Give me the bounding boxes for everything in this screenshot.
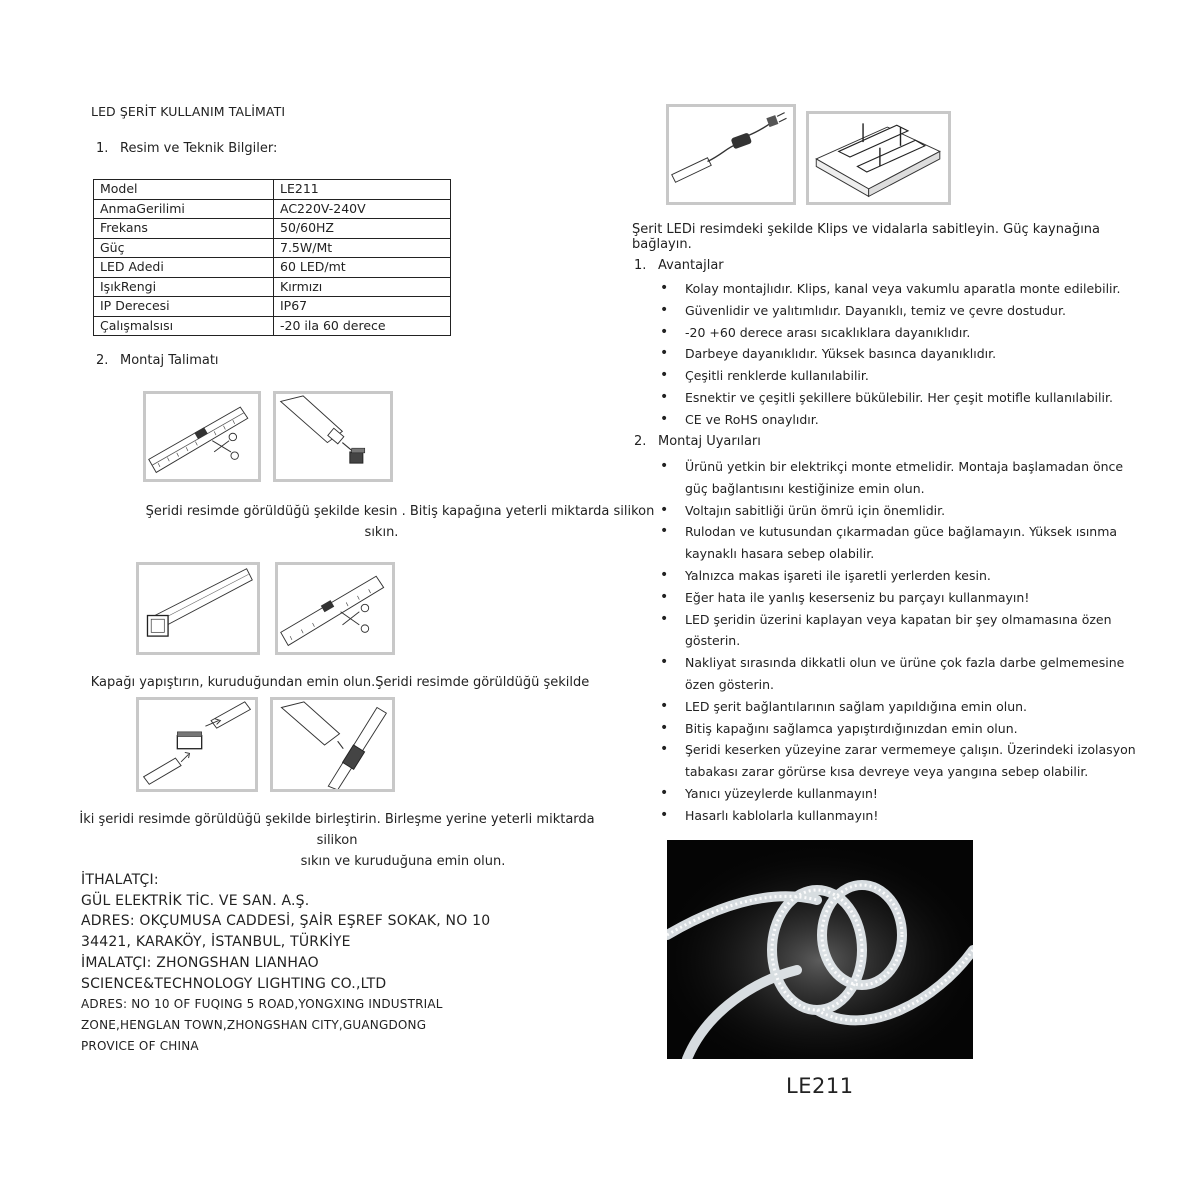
advantages-list [660, 278, 1140, 431]
list-item: • Yanıcı yüzeylerde kullanmayın! [660, 783, 1140, 805]
list-item: • Bitiş kapağını sağlamca yapıştırdığınızdan emin olun. [660, 718, 1140, 740]
figure-power-cord [666, 104, 796, 205]
list-item: • Çeşitli renklerde kullanılabilir. [660, 365, 1140, 387]
list-item: • LED şeridin üzerini kaplayan veya kapatan bir şey olmamasına özen gösterin. [660, 609, 1140, 653]
spec-row [94, 199, 451, 219]
spec-row [94, 180, 451, 200]
figure-connector [136, 697, 258, 792]
section-title: Montaj Uyarıları [658, 434, 761, 449]
spec-row [94, 219, 451, 239]
spec-label: Çalışmalsısı [94, 316, 274, 336]
right-caption: Şerit LEDi resimdeki şekilde Klips ve vidalarla sabitleyin. Güç kaynağına bağlayın. [632, 222, 1101, 252]
list-item: • Nakliyat sırasında dikkatli olun ve ürüne çok fazla darbe gelmemesine özen gösterin. [660, 652, 1140, 696]
section-number: 1. [634, 258, 647, 273]
caption-step2: Kapağı yapıştırın, kuruduğundan emin olun.Şeridi resimde görüldüğü şekilde [90, 675, 590, 690]
importer-line: İTHALATÇI: [81, 872, 159, 888]
list-item: • Voltajın sabitliği ürün ömrü için önemlidir. [660, 500, 1140, 522]
list-item: • Yalnızca makas işareti ile işaretli yerlerden kesin. [660, 565, 1140, 587]
importer-line: GÜL ELEKTRİK TİC. VE SAN. A.Ş. [81, 892, 310, 909]
warnings-list [660, 456, 1140, 827]
spec-label: AnmaGerilimi [94, 199, 274, 219]
section-title: Montaj Talimatı [120, 353, 219, 368]
list-item: • Esnektir ve çeşitli şekillere bükülebilir. Her çeşit motifle kullanılabilir. [660, 387, 1140, 409]
spec-row [94, 238, 451, 258]
spec-label: IP Derecesi [94, 297, 274, 317]
figure-end-cap [136, 562, 260, 655]
spec-value: IP67 [274, 297, 451, 317]
importer-line: ZONE,HENGLAN TOWN,ZHONGSHAN CITY,GUANGDONG [81, 1017, 427, 1032]
list-item: • CE ve RoHS onaylıdır. [660, 409, 1140, 431]
list-item: • Güvenlidir ve yalıtımlıdır. Dayanıklı, temiz ve çevre dostudur. [660, 300, 1140, 322]
spec-row [94, 297, 451, 317]
section-number: 2. [634, 434, 647, 449]
model-label: LE211 [786, 1074, 854, 1098]
spec-value: 7.5W/Mt [274, 238, 451, 258]
figure-cut-strip [143, 391, 261, 482]
section-heading-mounting [96, 353, 219, 368]
section-heading-technical [96, 141, 277, 156]
list-item: • Eğer hata ile yanlış keserseniz bu parçayı kullanmayın! [660, 587, 1140, 609]
product-photo [667, 840, 973, 1059]
list-item: • Rulodan ve kutusundan çıkarmadan güce bağlamayın. Yüksek ısınma kaynaklı hasara sebep olabilir. [660, 521, 1140, 565]
list-item: • -20 +60 derece arası sıcaklıklara dayanıklıdır. [660, 322, 1140, 344]
caption-line: sıkın. [364, 525, 399, 540]
list-item: • LED şerit bağlantılarının sağlam yapıldığına emin olun. [660, 696, 1140, 718]
caption-line: Şeridi resimde görüldüğü şekilde kesin . Bitiş kapağına yeterli miktarda silikon [145, 504, 655, 519]
spec-label: Güç [94, 238, 274, 258]
spec-value: AC220V-240V [274, 199, 451, 219]
document-title: LED ŞERİT KULLANIM TALİMATI [91, 104, 286, 119]
spec-table [93, 179, 451, 336]
figure-clips-screws [806, 111, 951, 205]
section-heading-advantages [634, 258, 724, 273]
importer-line: ADRES: OKÇUMUSA CADDESİ, ŞAİR EŞREF SOKAK, NO 10 [81, 913, 491, 930]
spec-value: Kırmızı [274, 277, 451, 297]
caption-line: İki şeridi resimde görüldüğü şekilde birleştirin. Birleşme yerine yeterli miktarda silikon [79, 812, 595, 848]
importer-line: ADRES: NO 10 OF FUQING 5 ROAD,YONGXING INDUSTRIAL [81, 997, 443, 1012]
spec-value: LE211 [274, 180, 451, 200]
section-number: 2. [96, 353, 109, 368]
caption-step3 [70, 809, 604, 872]
figure-cut-strip-2 [275, 562, 395, 655]
importer-line: PROVICE OF CHINA [81, 1038, 199, 1053]
list-item: • Şeridi keserken yüzeyine zarar vermemeye çalışın. Üzerindeki izolasyon tabakası zarar görürse kısa devreye veya yangına sebep olabilir. [660, 739, 1140, 783]
figure-join-silicone [270, 697, 395, 792]
spec-label: Model [94, 180, 274, 200]
list-item: • Hasarlı kablolarla kullanmayın! [660, 805, 1140, 827]
importer-block [81, 870, 490, 1056]
caption-step1 [80, 501, 720, 543]
figure-silicone-cap [273, 391, 393, 482]
importer-line: SCIENCE&TECHNOLOGY LIGHTING CO.,LTD [81, 975, 387, 992]
spec-row [94, 277, 451, 297]
section-heading-warnings [634, 434, 761, 449]
list-item: • Ürünü yetkin bir elektrikçi monte etmelidir. Montaja başlamadan önce güç bağlantısını kestiğinize emin olun. [660, 456, 1140, 500]
section-title: Avantajlar [658, 258, 724, 273]
spec-label: IşıkRengi [94, 277, 274, 297]
section-number: 1. [96, 141, 109, 156]
list-item: • Darbeye dayanıklıdır. Yüksek basınca dayanıklıdır. [660, 343, 1140, 365]
list-item: • Kolay montajlıdır. Klips, kanal veya vakumlu aparatla monte edilebilir. [660, 278, 1140, 300]
spec-value: 60 LED/mt [274, 258, 451, 278]
spec-row [94, 258, 451, 278]
importer-line: İMALATÇI: ZHONGSHAN LIANHAO [81, 954, 319, 971]
section-title: Resim ve Teknik Bilgiler: [120, 141, 278, 156]
spec-label: Frekans [94, 219, 274, 239]
spec-value: 50/60HZ [274, 219, 451, 239]
spec-label: LED Adedi [94, 258, 274, 278]
importer-line: 34421, KARAKÖY, İSTANBUL, TÜRKİYE [81, 934, 351, 951]
caption-line: sıkın ve kuruduğuna emin olun. [300, 854, 506, 869]
spec-value: -20 ila 60 derece [274, 316, 451, 336]
spec-row [94, 316, 451, 336]
